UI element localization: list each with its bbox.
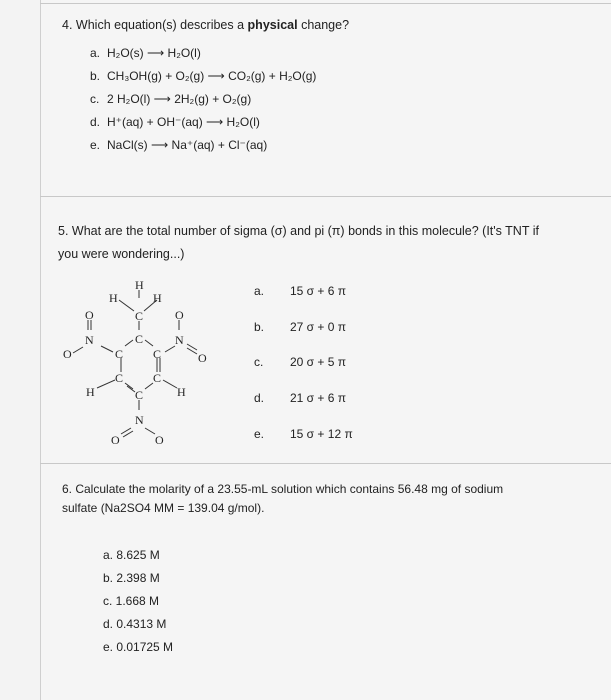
q4-number: 4. [62,18,73,32]
q4-prompt-end: change? [301,18,350,32]
atom-o: O [198,351,207,365]
q4-option-e[interactable] [90,138,267,152]
q4-option-d[interactable] [90,115,260,129]
q4-option-text: H⁺(aq) + OH⁻(aq) ⟶ H₂O(l) [107,115,260,129]
q4-option-text: NaCl(s) ⟶ Na⁺(aq) + Cl⁻(aq) [107,138,268,152]
q5-option-letter: e. [254,427,265,441]
q5-option-d[interactable] [254,391,346,405]
atom-c: C [115,371,124,385]
atom-c: C [135,332,144,346]
q4-option-text: H₂O(s) ⟶ H₂O(l) [107,46,201,60]
q5-option-text: 21 σ + 6 π [290,391,347,405]
divider-top [40,3,611,4]
q4-option-a[interactable] [90,46,201,60]
q6-option-c[interactable]: c. 1.668 M [103,594,160,608]
atom-n: N [85,333,94,347]
q5-option-text: 20 σ + 5 π [290,355,347,369]
q5-option-c[interactable] [254,355,346,369]
atom-n: N [175,333,184,347]
q4-option-c[interactable] [90,92,251,106]
q6-prompt-line2: sulfate (Na2SO4 MM = 139.04 g/mol). [62,501,265,515]
atom-c: C [153,347,162,361]
atom-h: H [153,291,162,305]
q5-option-text: 27 σ + 0 π [290,320,347,334]
q4-prompt-text: Which equation(s) describes a [75,18,245,32]
q5-prompt-line1: 5. What are the total number of sigma (σ) and pi (π) bonds in this molecule? (It's TNT if [58,224,539,238]
q4-option-text: CH₃OH(g) + O₂(g) ⟶ CO₂(g) + H₂O(g) [107,69,317,83]
q4-option-letter: b. [90,69,101,83]
atom-h: H [86,385,95,399]
q5-option-letter: c. [254,355,264,369]
q5-option-e[interactable] [254,427,353,441]
q5-prompt-line2: you were wondering...) [58,247,185,261]
atom-c: C [135,309,144,323]
q4-option-letter: e. [90,138,101,152]
q5-option-a[interactable] [254,284,346,298]
atom-c: C [153,371,162,385]
q4-option-b[interactable] [90,69,316,83]
q6-prompt [62,480,592,518]
q5-option-letter: d. [254,391,265,405]
q4-option-letter: c. [90,92,100,106]
q6-option-a[interactable]: a. 8.625 M [103,548,160,562]
q6-option-b[interactable]: b. 2.398 M [103,571,160,585]
tnt-structure [55,278,225,468]
atom-o: O [175,308,184,322]
q4-option-letter: a. [90,46,101,60]
q5-option-letter: b. [254,320,265,334]
q5-option-b[interactable] [254,320,346,334]
atom-h: H [135,278,144,292]
q5-option-text: 15 σ + 12 π [290,427,353,441]
q6-option-d[interactable]: d. 0.4313 M [103,617,167,631]
atom-c: C [115,347,124,361]
atom-c: C [135,388,144,402]
q4-prompt [62,16,349,35]
q5-option-letter: a. [254,284,265,298]
q5-prompt [58,222,598,264]
q6-prompt-line1: 6. Calculate the molarity of a 23.55-mL solution which contains 56.48 mg of sodium [62,482,504,496]
q4-prompt-bold: physical [247,18,298,32]
atom-n: N [135,413,144,427]
atom-h: H [177,385,186,399]
q4-option-text: 2 H₂O(l) ⟶ 2H₂(g) + O₂(g) [107,92,252,106]
atom-h: H [109,291,118,305]
atom-o: O [63,347,72,361]
atom-o: O [155,433,164,447]
atom-o: O [85,308,94,322]
divider-q5 [40,196,611,197]
atom-o: O [111,433,120,447]
q6-option-e[interactable]: e. 0.01725 M [103,640,174,654]
q5-option-text: 15 σ + 6 π [290,284,347,298]
q4-option-letter: d. [90,115,101,129]
